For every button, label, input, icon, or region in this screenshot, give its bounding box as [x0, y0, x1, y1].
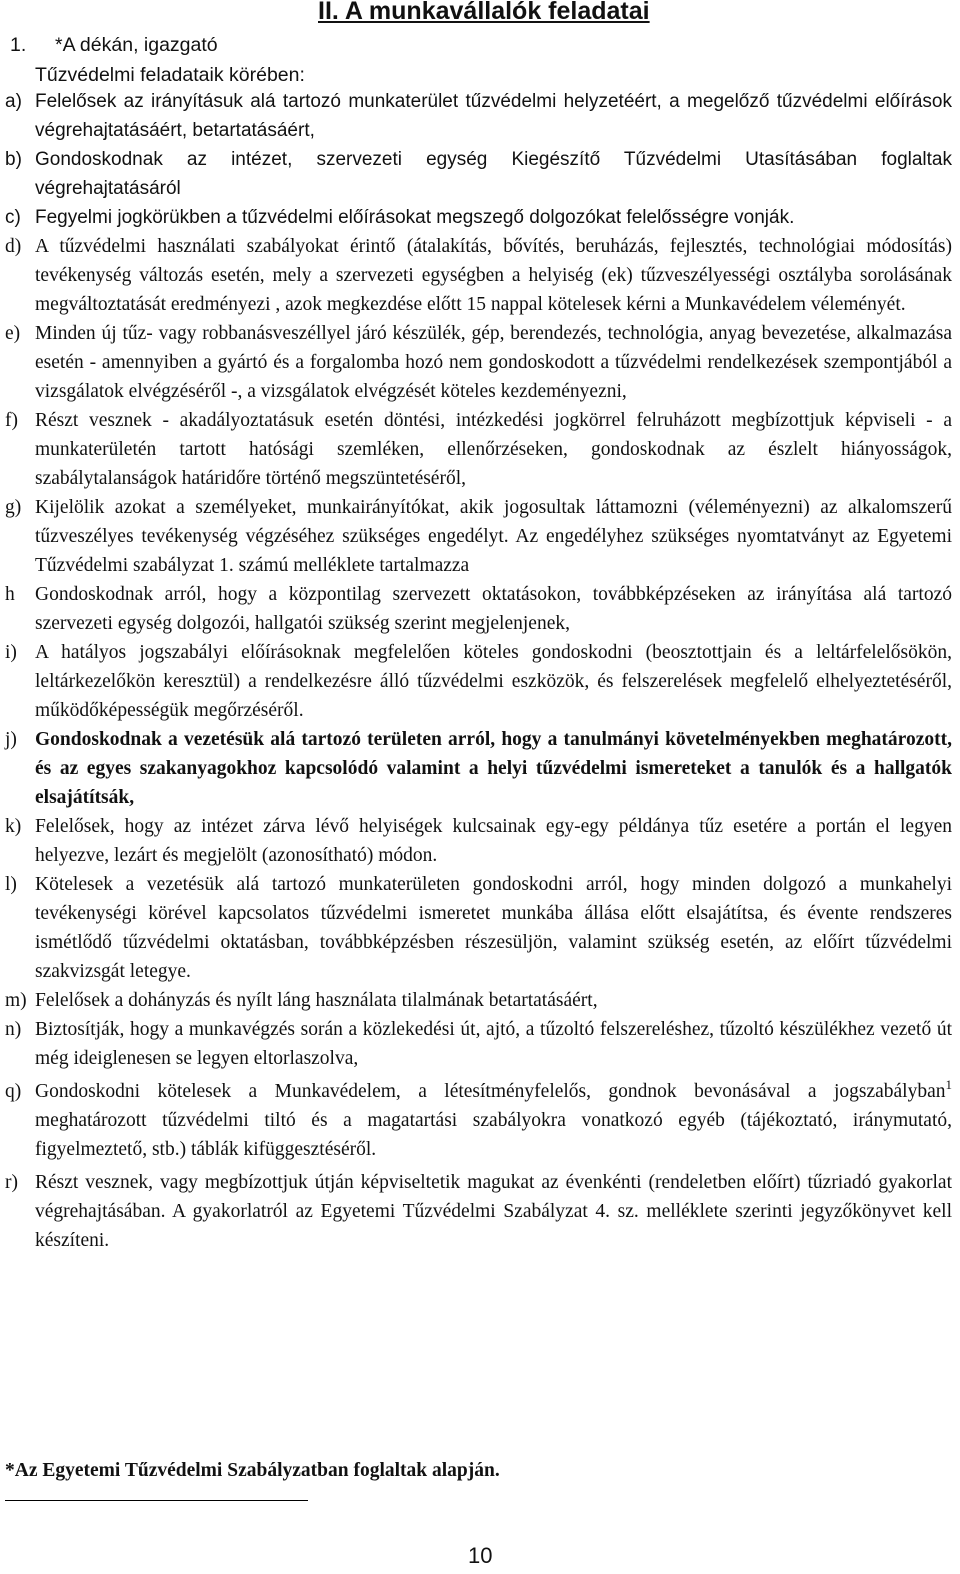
footnote-divider	[5, 1500, 308, 1501]
list-item-label: n)	[5, 1019, 22, 1040]
list-item-text-continued: meghatározott tűzvédelmi tiltó és a magatartási szabályokra vonatkozó egyéb (tájékoztató, iránymutató, figyelmeztető, stb.) táblák kifüggesztéséről.	[35, 1110, 952, 1160]
list-item-f	[0, 406, 960, 493]
list-item-label: d)	[5, 236, 22, 257]
list-item-n	[0, 1015, 960, 1073]
list-item-label: f)	[5, 410, 18, 431]
list-item-text: Kötelesek a vezetésük alá tartozó munkaterületen gondoskodni arról, hogy minden dolgozó a munkahelyi tevékenységi körével kapcsolatos tűzvédelmi ismeretet munkába állása előtt elsajátítsa, és évente rendszeres ismétlődő tűzvédelmi oktatásban, továbbképzésben részesüljön, valamint szükség esetén, az előírt tűzvédelmi szakvizsgát letegye.	[35, 874, 952, 982]
list-item-label: m)	[5, 990, 27, 1011]
list-item-label: c)	[5, 207, 21, 228]
list-item-text: A hatályos jogszabályi előírásoknak megfelelően köteles gondoskodni (beosztottjain és a leltárfelelősökön, leltárkezelőkön keresztül) a rendelkezésre álló tűzvédelmi eszközök, és felszerelések megfelelő elhelyeztetéséről, működőképességük megőrzéséről.	[35, 642, 952, 721]
list-item-text: Gondoskodnak az intézet, szervezeti egység Kiegészítő Tűzvédelmi Utasításában foglaltak végrehajtatásáról	[35, 149, 952, 199]
list-item-label: j)	[5, 729, 17, 750]
list-item-text: Biztosítják, hogy a munkavégzés során a közlekedési út, ajtó, a tűzoltó felszereléshez, tűzoltó készülékhez vezető út még ideiglenesen se legyen eltorlaszolva,	[35, 1019, 952, 1069]
list-item-label: a)	[5, 91, 22, 112]
list-item-label: q)	[5, 1081, 22, 1102]
list-item-text: Részt vesznek, vagy megbízottjuk útján képviseltetik magukat az évenkénti (rendeletben előírt) tűzriadó gyakorlat végrehajtásában. A gyakorlatról az Egyetemi Tűzvédelmi Szabályzat 4. sz. melléklete szerinti jegyzőkönyvet kell készíteni.	[35, 1172, 952, 1251]
list-item-c	[0, 203, 960, 232]
list-item-label: l)	[5, 874, 17, 895]
list-item-g	[0, 493, 960, 580]
list-item-text: Felelősek a dohányzás és nyílt láng használata tilalmának betartatásáért,	[35, 990, 598, 1011]
list-item-l	[0, 870, 960, 986]
list-item-label: h	[5, 584, 15, 605]
list-item-label: r)	[5, 1172, 18, 1193]
list-item-text: Gondoskodni kötelesek a Munkavédelem, a létesítményfelelős, gondnok bevonásával a jogszabályban	[35, 1081, 946, 1102]
list-item-text: Gondoskodnak a vezetésük alá tartozó területen arról, hogy a tanulmányi követelményekben meghatározott, és az egyes szakanyagokhoz kapcsolódó valamint a helyi tűzvédelmi ismereteket a tanulók és a hallgatók elsajátítsák,	[35, 729, 952, 808]
list-item-k	[0, 812, 960, 870]
list-item-e	[0, 319, 960, 406]
page-number: 10	[468, 1543, 493, 1568]
list-item-i	[0, 638, 960, 725]
list-item-text: Kijelölik azokat a személyeket, munkairányítókat, akik jogosultak láttamozni (véleményezni) az alkalomszerű tűzveszélyes tevékenység végzéséhez szükséges engedélyt. Az engedélyhez szükséges nyomtatványt az Egyetemi Tűzvédelmi szabályzat 1. számú melléklete tartalmazza	[35, 497, 952, 576]
list-item-b	[0, 145, 960, 203]
list-item-label: e)	[5, 323, 21, 344]
page-heading: II. A munkavállalók feladatai	[318, 0, 650, 25]
list-item-d	[0, 232, 960, 319]
source-note: *Az Egyetemi Tűzvédelmi Szabályzatban foglaltak alapján.	[5, 1460, 500, 1481]
section-subtitle: Tűzvédelmi feladataik körében:	[35, 64, 305, 86]
list-item-text: Részt vesznek - akadályoztatásuk esetén döntési, intézkedési jogkörrel felruházott megbízottjuk képviseli - a munkaterületén tartott hatósági szemléken, ellenőrzéseken, gondoskodnak az észlelt hiányosságok, szabálytalanságok határidőre történő megszüntetéséről,	[35, 410, 952, 489]
section-heading	[10, 32, 218, 58]
section-title: *A dékán, igazgató	[55, 34, 218, 56]
list-item-m	[0, 986, 960, 1015]
list-item-h	[0, 580, 960, 638]
list-item-label: k)	[5, 816, 22, 837]
list-item-label: g)	[5, 497, 22, 518]
section-number: 1.	[10, 34, 27, 56]
list-item-label: b)	[5, 149, 22, 170]
list-item-text: Fegyelmi jogkörükben a tűzvédelmi előírásokat megszegő dolgozókat felelősségre vonják.	[35, 207, 795, 228]
list-item-r	[0, 1168, 960, 1255]
list-item-a	[0, 87, 960, 145]
list-item-q	[0, 1077, 960, 1164]
list-item-j	[0, 725, 960, 812]
footnote-reference: 1	[945, 1077, 952, 1092]
list-item-text: Felelősek, hogy az intézet zárva lévő helyiségek kulcsainak egy-egy példánya tűz esetére a portán el legyen helyezve, lezárt és megjelölt (azonosítható) módon.	[35, 816, 952, 866]
list-item-text: Minden új tűz- vagy robbanásveszéllyel járó készülék, gép, berendezés, technológia, anyag bevezetése, alkalmazása esetén - amennyiben a gyártó és a forgalomba hozó nem gondoskodott a tűzvédelmi rendelkezések szempontjából a vizsgálatok elvégzéséről -, a vizsgálatok elvégzését köteles kezdeményezni,	[35, 323, 952, 402]
list-item-text: Gondoskodnak arról, hogy a központilag szervezett oktatásokon, továbbképzéseken az irányítása alá tartozó szervezeti egység dolgozói, hallgatói szükség szerint megjelenjenek,	[35, 584, 952, 634]
list-item-text: Felelősek az irányításuk alá tartozó munkaterület tűzvédelmi helyzetéért, a megelőző tűzvédelmi előírások végrehajtatásáért, betartatásáért,	[35, 91, 952, 141]
list-item-label: i)	[5, 642, 17, 663]
task-list	[0, 87, 960, 1255]
list-item-text: A tűzvédelmi használati szabályokat érintő (átalakítás, bővítés, beruházás, fejlesztés, technológiai módosítás) tevékenység változás esetén, mely a szervezeti egységben a helyiség (ek) tűzveszélyességi osztályba sorolásának megváltoztatását eredményezi , azok megkezdése előtt 15 nappal kötelesek kérni a Munkavédelem véleményét.	[35, 236, 952, 315]
